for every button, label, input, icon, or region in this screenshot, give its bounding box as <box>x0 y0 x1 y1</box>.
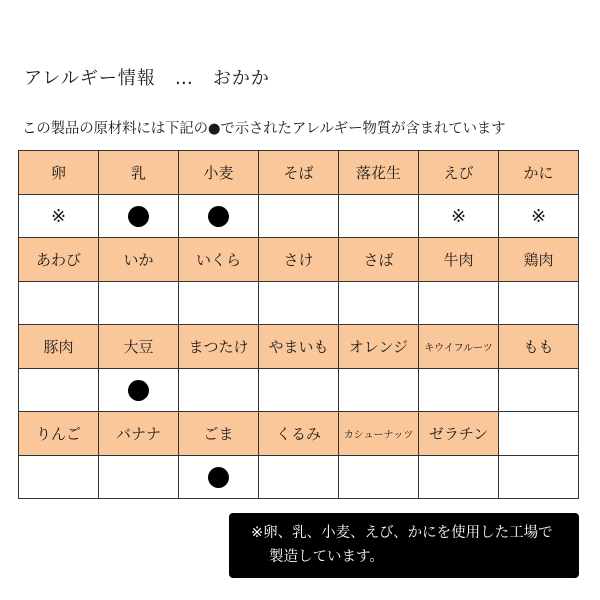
allergen-label: キウイフルーツ <box>419 325 499 369</box>
allergen-label-row <box>19 238 579 282</box>
allergen-table <box>18 150 579 499</box>
page-title: アレルギー情報 … おかか <box>24 68 270 89</box>
allergen-label: まつたけ <box>179 325 259 369</box>
mark-cell <box>499 456 579 499</box>
allergen-label: 大豆 <box>99 325 179 369</box>
contains-mark <box>99 369 179 412</box>
mark-cell <box>19 456 99 499</box>
allergen-label-row <box>19 325 579 369</box>
allergen-label: いか <box>99 238 179 282</box>
mark-cell <box>259 456 339 499</box>
mark-cell <box>179 369 259 412</box>
mark-cell <box>339 456 419 499</box>
allergen-label: 卵 <box>19 151 99 195</box>
allergen-label: いくら <box>179 238 259 282</box>
allergen-label: 牛肉 <box>419 238 499 282</box>
mark-cell <box>339 195 419 238</box>
allergen-mark-row <box>19 369 579 412</box>
allergen-label: 小麦 <box>179 151 259 195</box>
mark-cell <box>99 456 179 499</box>
mark-cell <box>259 282 339 325</box>
mark-cell <box>99 282 179 325</box>
empty-cell <box>499 412 579 456</box>
allergen-label: 鶏肉 <box>499 238 579 282</box>
factory-note-line2: 製造しています。 <box>269 549 384 565</box>
allergen-label-row <box>19 151 579 195</box>
contains-mark <box>99 195 179 238</box>
filled-circle-icon <box>208 206 229 227</box>
filled-circle-icon <box>128 206 149 227</box>
factory-note-box <box>229 513 579 578</box>
allergen-label: くるみ <box>259 412 339 456</box>
allergen-label-row <box>19 412 579 456</box>
shared-facility-mark: ※ <box>419 195 499 238</box>
allergen-mark-row <box>19 195 579 238</box>
allergen-label: 落花生 <box>339 151 419 195</box>
allergen-label: さば <box>339 238 419 282</box>
mark-cell <box>419 282 499 325</box>
mark-cell <box>339 369 419 412</box>
allergen-label: 乳 <box>99 151 179 195</box>
allergen-label: そば <box>259 151 339 195</box>
mark-cell <box>339 282 419 325</box>
allergen-label: かに <box>499 151 579 195</box>
contains-mark <box>179 456 259 499</box>
allergen-label: ごま <box>179 412 259 456</box>
mark-cell <box>499 282 579 325</box>
allergen-mark-row <box>19 282 579 325</box>
allergen-description: この製品の原材料には下記の●で示されたアレルギー物質が含まれています <box>22 121 506 137</box>
allergen-label: カシューナッツ <box>339 412 419 456</box>
mark-cell <box>419 456 499 499</box>
allergen-label: オレンジ <box>339 325 419 369</box>
allergen-mark-row <box>19 456 579 499</box>
mark-cell <box>19 369 99 412</box>
mark-cell <box>259 195 339 238</box>
mark-cell <box>179 282 259 325</box>
mark-cell <box>419 369 499 412</box>
factory-note-line1: ※卵、乳、小麦、えび、かにを使用した工場で <box>251 525 553 541</box>
allergen-label: もも <box>499 325 579 369</box>
mark-cell <box>259 369 339 412</box>
filled-circle-icon <box>208 467 229 488</box>
mark-cell <box>19 282 99 325</box>
allergen-label: ゼラチン <box>419 412 499 456</box>
filled-circle-icon <box>128 380 149 401</box>
allergen-label: やまいも <box>259 325 339 369</box>
allergen-label: あわび <box>19 238 99 282</box>
shared-facility-mark: ※ <box>499 195 579 238</box>
allergen-label: さけ <box>259 238 339 282</box>
allergen-label: りんご <box>19 412 99 456</box>
shared-facility-mark: ※ <box>19 195 99 238</box>
allergen-label: バナナ <box>99 412 179 456</box>
mark-cell <box>499 369 579 412</box>
allergen-label: えび <box>419 151 499 195</box>
contains-mark <box>179 195 259 238</box>
allergen-label: 豚肉 <box>19 325 99 369</box>
